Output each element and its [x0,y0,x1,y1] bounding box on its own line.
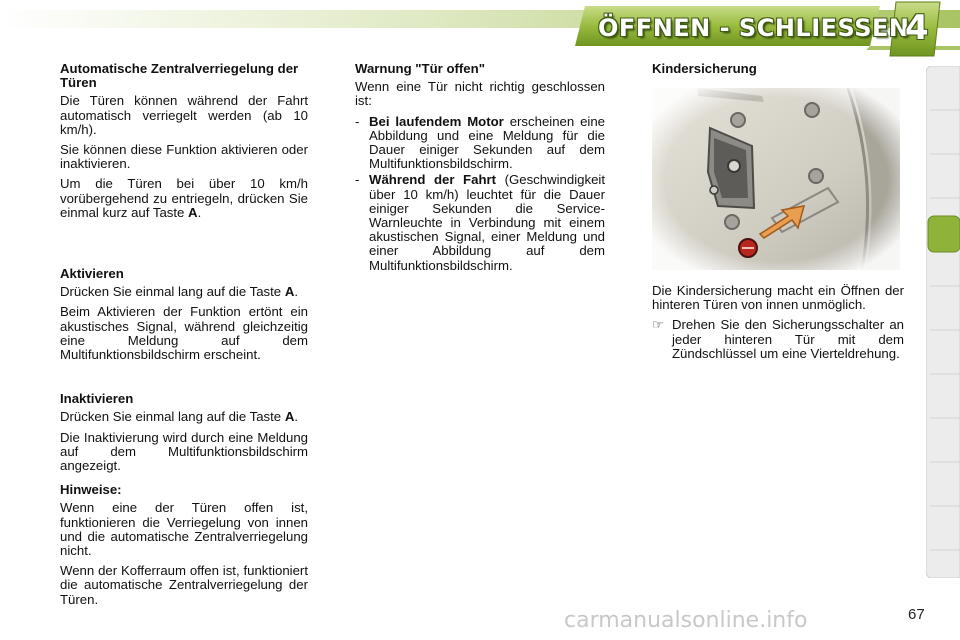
paragraph: Die Kindersicherung macht ein Öffnen der hinteren Türen von innen unmöglich. [652,283,904,313]
section-heading: Warnung "Tür offen" [355,61,485,76]
column-left [60,62,308,613]
paragraph [60,177,308,220]
paragraph: Die Inaktivierung wird durch eine Meldung auf dem Multifunktionsbildschirm angezeigt. [60,429,308,474]
text: Drücken Sie einmal lang auf die Taste [60,409,282,425]
paragraph: Sie können diese Funktion aktivieren oder inaktivieren. [60,142,308,172]
paragraph: Beim Aktivieren der Funktion ertönt ein akustisches Signal, während gleichzeitig eine Meldung auf dem Multifunktionsbildschirm erscheint. [60,304,308,363]
text: erscheinen eine Abbildung und eine Meldung für die Dauer einiger Sekunden auf dem Multifunktionsbildschirm. [369,113,606,172]
chapter-tabs [926,66,960,578]
list-item-text: Drehen Sie den Sicherungsschalter an jeder hinteren Tür mit dem Zündschlüssel um eine Vierteldrehung. [672,317,904,361]
key-label: A [188,204,198,220]
list-item [652,318,904,361]
chapter-number: 4 [905,8,929,48]
dash-bullet: - [355,172,360,188]
column-right-text [652,284,904,363]
text: . [197,204,202,220]
dash-bullet: - [355,113,360,129]
bold-lead: Während der Fahrt [369,172,497,188]
page-title: ÖFFNEN - SCHLIESSEN [598,14,910,42]
column-right [652,62,904,80]
key-label: A [284,284,295,300]
section-heading: Aktivieren [60,266,124,282]
page-number: 67 [908,606,925,623]
text: Drücken Sie einmal lang auf die Taste [60,284,282,300]
text: . [294,409,299,425]
text: Um die Türen bei über 10 km/h vorübergehend zu entriegeln, drücken Sie einmal kurz auf Taste [60,176,308,220]
list-item-text [369,173,605,272]
paragraph [60,410,308,424]
section-heading: Inaktivieren [60,391,134,407]
key-label: A [284,409,295,425]
child-lock-photo [652,88,900,270]
list-item [355,115,605,172]
text: . [294,284,299,300]
paragraph: Wenn eine der Türen offen ist, funktionieren die Verriegelung von innen und die automatische Zentralverriegelung nicht. [60,500,308,559]
paragraph: Die Türen können während der Fahrt automatisch verriegelt werden (ab 10 km/h). [60,93,308,137]
hand-pointer-icon: ☞ [652,317,664,333]
page-header [0,0,960,62]
section-heading: Hinweise: [60,482,122,498]
paragraph [60,285,308,299]
paragraph: Wenn der Kofferraum offen ist, funktioniert die automatische Zentralverriegelung der Türen. [60,563,308,607]
list-item-text [369,115,605,172]
text: (Geschwindigkeit über 10 km/h) leuchtet für die Dauer einiger Sekunden die Service-Warnleuchte in Verbindung mit einem akustischen Signal, einer Meldung und einer Abbildung auf dem Multifunktionsbildschirm. [369,172,606,273]
section-heading: Kindersicherung [652,61,757,76]
watermark: carmanualsonline.info [564,608,808,633]
bold-lead: Bei laufendem Motor [369,113,504,129]
section-heading: Automatische Zentralverriegelung der Türen [60,61,299,91]
list-item [355,173,605,272]
paragraph: Wenn eine Tür nicht richtig geschlossen ist: [355,79,605,109]
column-middle [355,62,605,275]
